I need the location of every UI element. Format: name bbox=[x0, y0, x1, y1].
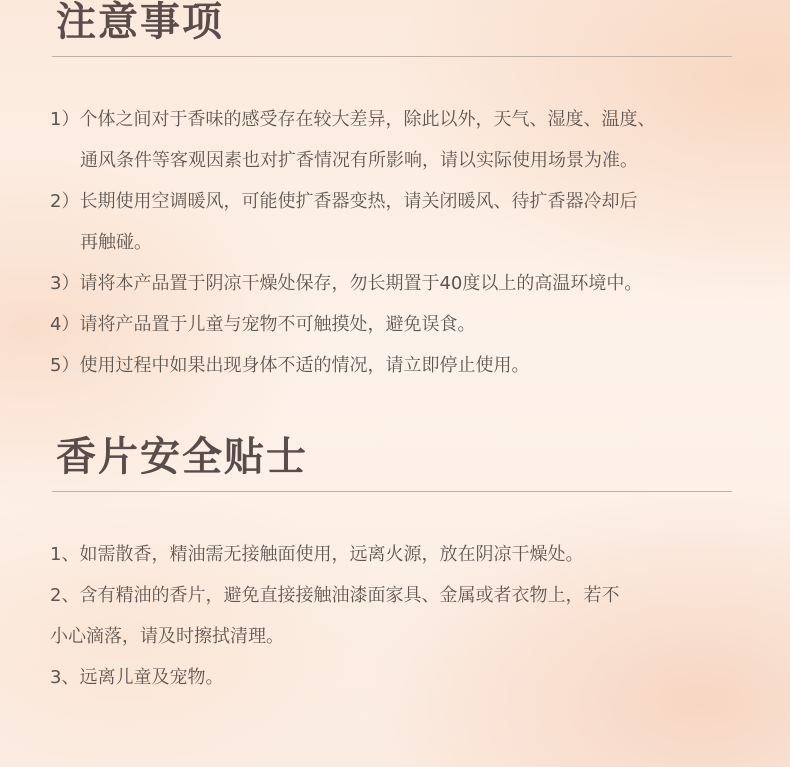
notice-item-1-line-2: 通风条件等客观因素也对扩香情况有所影响，请以实际使用场景为准。 bbox=[80, 150, 638, 171]
tips-item-1: 1、如需散香，精油需无接触面使用，远离火源，放在阴凉干燥处。 bbox=[50, 544, 584, 565]
notice-item-5: 5）使用过程中如果出现身体不适的情况，请立即停止使用。 bbox=[50, 355, 530, 376]
tips-title: 香片安全贴士 bbox=[56, 433, 308, 480]
tips-item-2-line-1: 2、含有精油的香片，避免直接接触油漆面家具、金属或者衣物上，若不 bbox=[50, 585, 620, 606]
notice-item-1-line-1: 1）个体之间对于香味的感受存在较大差异，除此以外，天气、湿度、温度、 bbox=[50, 109, 656, 130]
notice-title: 注意事项 bbox=[56, 0, 224, 45]
tips-item-2-line-2: 小心滴落，请及时擦拭清理。 bbox=[50, 626, 284, 647]
tips-divider bbox=[52, 491, 732, 492]
notice-item-2-line-2: 再触碰。 bbox=[80, 232, 152, 253]
notice-divider bbox=[52, 56, 732, 57]
notice-item-3: 3）请将本产品置于阴凉干燥处保存，勿长期置于40度以上的高温环境中。 bbox=[50, 273, 643, 294]
notice-item-2-line-1: 2）长期使用空调暖风，可能使扩香器变热，请关闭暖风、待扩香器冷却后 bbox=[50, 191, 638, 212]
tips-item-3: 3、远离儿童及宠物。 bbox=[50, 667, 224, 688]
notice-item-4: 4）请将产品置于儿童与宠物不可触摸处，避免误食。 bbox=[50, 314, 476, 335]
